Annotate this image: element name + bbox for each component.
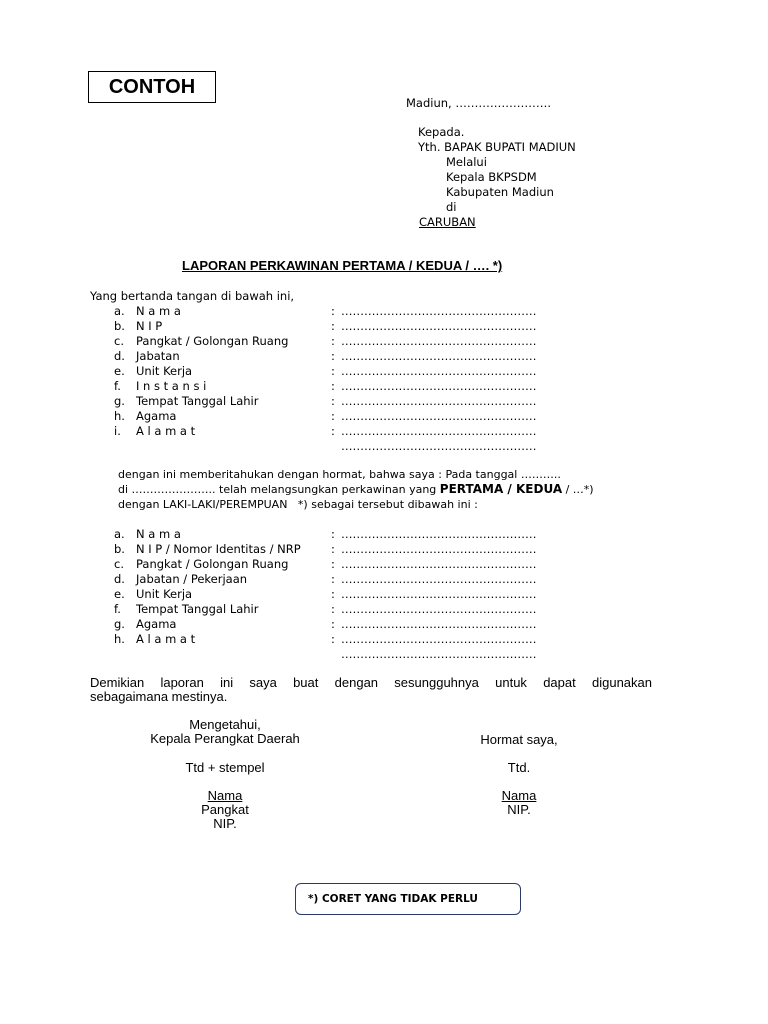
- signature-name: Nama: [207, 788, 243, 803]
- recipient-city: CARUBAN: [419, 215, 476, 229]
- signature-line: Kepala Perangkat Daerah: [150, 731, 300, 746]
- closing-line: sebagaimana mestinya.: [90, 689, 228, 704]
- item-letter: b.: [114, 319, 125, 333]
- item-dots: ……………………………………………: [341, 334, 537, 348]
- item-letter: a.: [114, 527, 125, 541]
- item-letter: f.: [114, 602, 121, 616]
- footnote-text: *) CORET YANG TIDAK PERLU: [308, 893, 478, 905]
- item-colon: :: [331, 527, 335, 541]
- item-dots: ……………………………………………: [341, 409, 537, 423]
- item-label: N a m a: [136, 527, 181, 541]
- item-dots: ……………………………………………: [341, 587, 537, 601]
- item-colon: :: [331, 587, 335, 601]
- paragraph-line: dengan ini memberitahukan dengan hormat, bahwa saya : Pada tanggal ………..: [118, 468, 561, 481]
- signature-line: NIP.: [213, 816, 237, 831]
- item-dots: ……………………………………………: [341, 349, 537, 363]
- intro-text: Yang bertanda tangan di bawah ini,: [90, 289, 295, 303]
- footnote-box: [295, 883, 521, 915]
- item-dots: ……………………………………………: [341, 424, 537, 438]
- item-colon: :: [331, 424, 335, 438]
- item-colon: :: [331, 364, 335, 378]
- spouse-gender: dengan LAKI-LAKI/PEREMPUAN: [118, 498, 288, 511]
- item-colon: :: [331, 632, 335, 646]
- item-dots: ……………………………………………: [341, 394, 537, 408]
- item-colon: :: [331, 602, 335, 616]
- item-dots: ……………………………………………: [341, 557, 537, 571]
- item-label: I n s t a n s i: [136, 379, 207, 393]
- recipient-line: Yth. BAPAK BUPATI MADIUN: [418, 140, 576, 154]
- signature-line: Ttd.: [507, 760, 531, 775]
- item-label: Jabatan / Pekerjaan: [136, 572, 248, 586]
- paragraph-text: *) sebagai tersebut dibawah ini :: [297, 498, 478, 511]
- item-label: Tempat Tanggal Lahir: [136, 602, 259, 616]
- item-label: N I P: [136, 319, 163, 333]
- signature-line: Pangkat: [201, 802, 249, 817]
- paragraph-text: di ………………….. telah melangsungkan perkawinan yang: [118, 483, 437, 496]
- item-colon: :: [331, 394, 335, 408]
- paragraph-text: / …*): [562, 483, 594, 496]
- item-label: N I P / Nomor Identitas / NRP: [136, 542, 301, 556]
- item-letter: a.: [114, 304, 125, 318]
- paragraph-line: [118, 482, 594, 497]
- item-colon: :: [331, 557, 335, 571]
- recipient-line: di: [446, 200, 457, 214]
- item-dots: ……………………………………………: [341, 304, 537, 318]
- item-dots: ……………………………………………: [341, 379, 537, 393]
- item-letter: g.: [114, 394, 125, 408]
- item-letter: f.: [114, 379, 121, 393]
- paragraph-line: [118, 497, 478, 512]
- item-letter: c.: [114, 557, 124, 571]
- item-label: A l a m a t: [136, 424, 196, 438]
- item-dots: ……………………………………………: [341, 617, 537, 631]
- item-letter: c.: [114, 334, 124, 348]
- item-letter: e.: [114, 587, 125, 601]
- contoh-stamp: CONTOH: [88, 71, 216, 103]
- recipient-line: Kepada.: [418, 125, 465, 139]
- document-title: LAPORAN PERKAWINAN PERTAMA / KEDUA / …. *): [182, 258, 503, 273]
- item-letter: d.: [114, 349, 125, 363]
- item-dots: ……………………………………………: [341, 602, 537, 616]
- item-label: Pangkat / Golongan Ruang: [136, 334, 289, 348]
- item-colon: :: [331, 304, 335, 318]
- signature-line: Ttd + stempel: [185, 760, 265, 775]
- item-letter: i.: [114, 424, 121, 438]
- item-colon: :: [331, 542, 335, 556]
- item-label: Pangkat / Golongan Ruang: [136, 557, 289, 571]
- item-label: Jabatan: [136, 349, 180, 363]
- item-letter: e.: [114, 364, 125, 378]
- item-dots: ……………………………………………: [341, 439, 537, 453]
- item-colon: :: [331, 409, 335, 423]
- item-colon: :: [331, 617, 335, 631]
- item-label: Unit Kerja: [136, 364, 193, 378]
- item-label: N a m a: [136, 304, 181, 318]
- recipient-line: Kepala BKPSDM: [446, 170, 537, 184]
- recipient-line: Melalui: [446, 155, 487, 169]
- marriage-type: PERTAMA / KEDUA: [439, 482, 563, 496]
- item-dots: ……………………………………………: [341, 572, 537, 586]
- item-colon: :: [331, 334, 335, 348]
- signature-line: Mengetahui,: [189, 717, 261, 732]
- item-label: A l a m a t: [136, 632, 196, 646]
- place-date: Madiun, …………………….: [406, 96, 552, 110]
- item-letter: g.: [114, 617, 125, 631]
- item-dots: ……………………………………………: [341, 527, 537, 541]
- item-label: Agama: [136, 617, 177, 631]
- item-colon: :: [331, 319, 335, 333]
- item-colon: :: [331, 379, 335, 393]
- item-dots: ……………………………………………: [341, 542, 537, 556]
- item-colon: :: [331, 572, 335, 586]
- item-label: Unit Kerja: [136, 587, 193, 601]
- closing-line: Demikian laporan ini saya buat dengan sesungguhnya untuk dapat digunakan: [90, 675, 652, 690]
- item-dots: ……………………………………………: [341, 364, 537, 378]
- item-letter: d.: [114, 572, 125, 586]
- signature-line: Hormat saya,: [480, 732, 558, 747]
- item-letter: b.: [114, 542, 125, 556]
- item-dots: ……………………………………………: [341, 647, 537, 661]
- item-label: Tempat Tanggal Lahir: [136, 394, 259, 408]
- item-letter: h.: [114, 632, 125, 646]
- item-letter: h.: [114, 409, 125, 423]
- item-colon: :: [331, 349, 335, 363]
- item-label: Agama: [136, 409, 177, 423]
- recipient-line: Kabupaten Madiun: [446, 185, 554, 199]
- signature-name: Nama: [501, 788, 537, 803]
- item-dots: ……………………………………………: [341, 319, 537, 333]
- item-dots: ……………………………………………: [341, 632, 537, 646]
- signature-line: NIP.: [507, 802, 531, 817]
